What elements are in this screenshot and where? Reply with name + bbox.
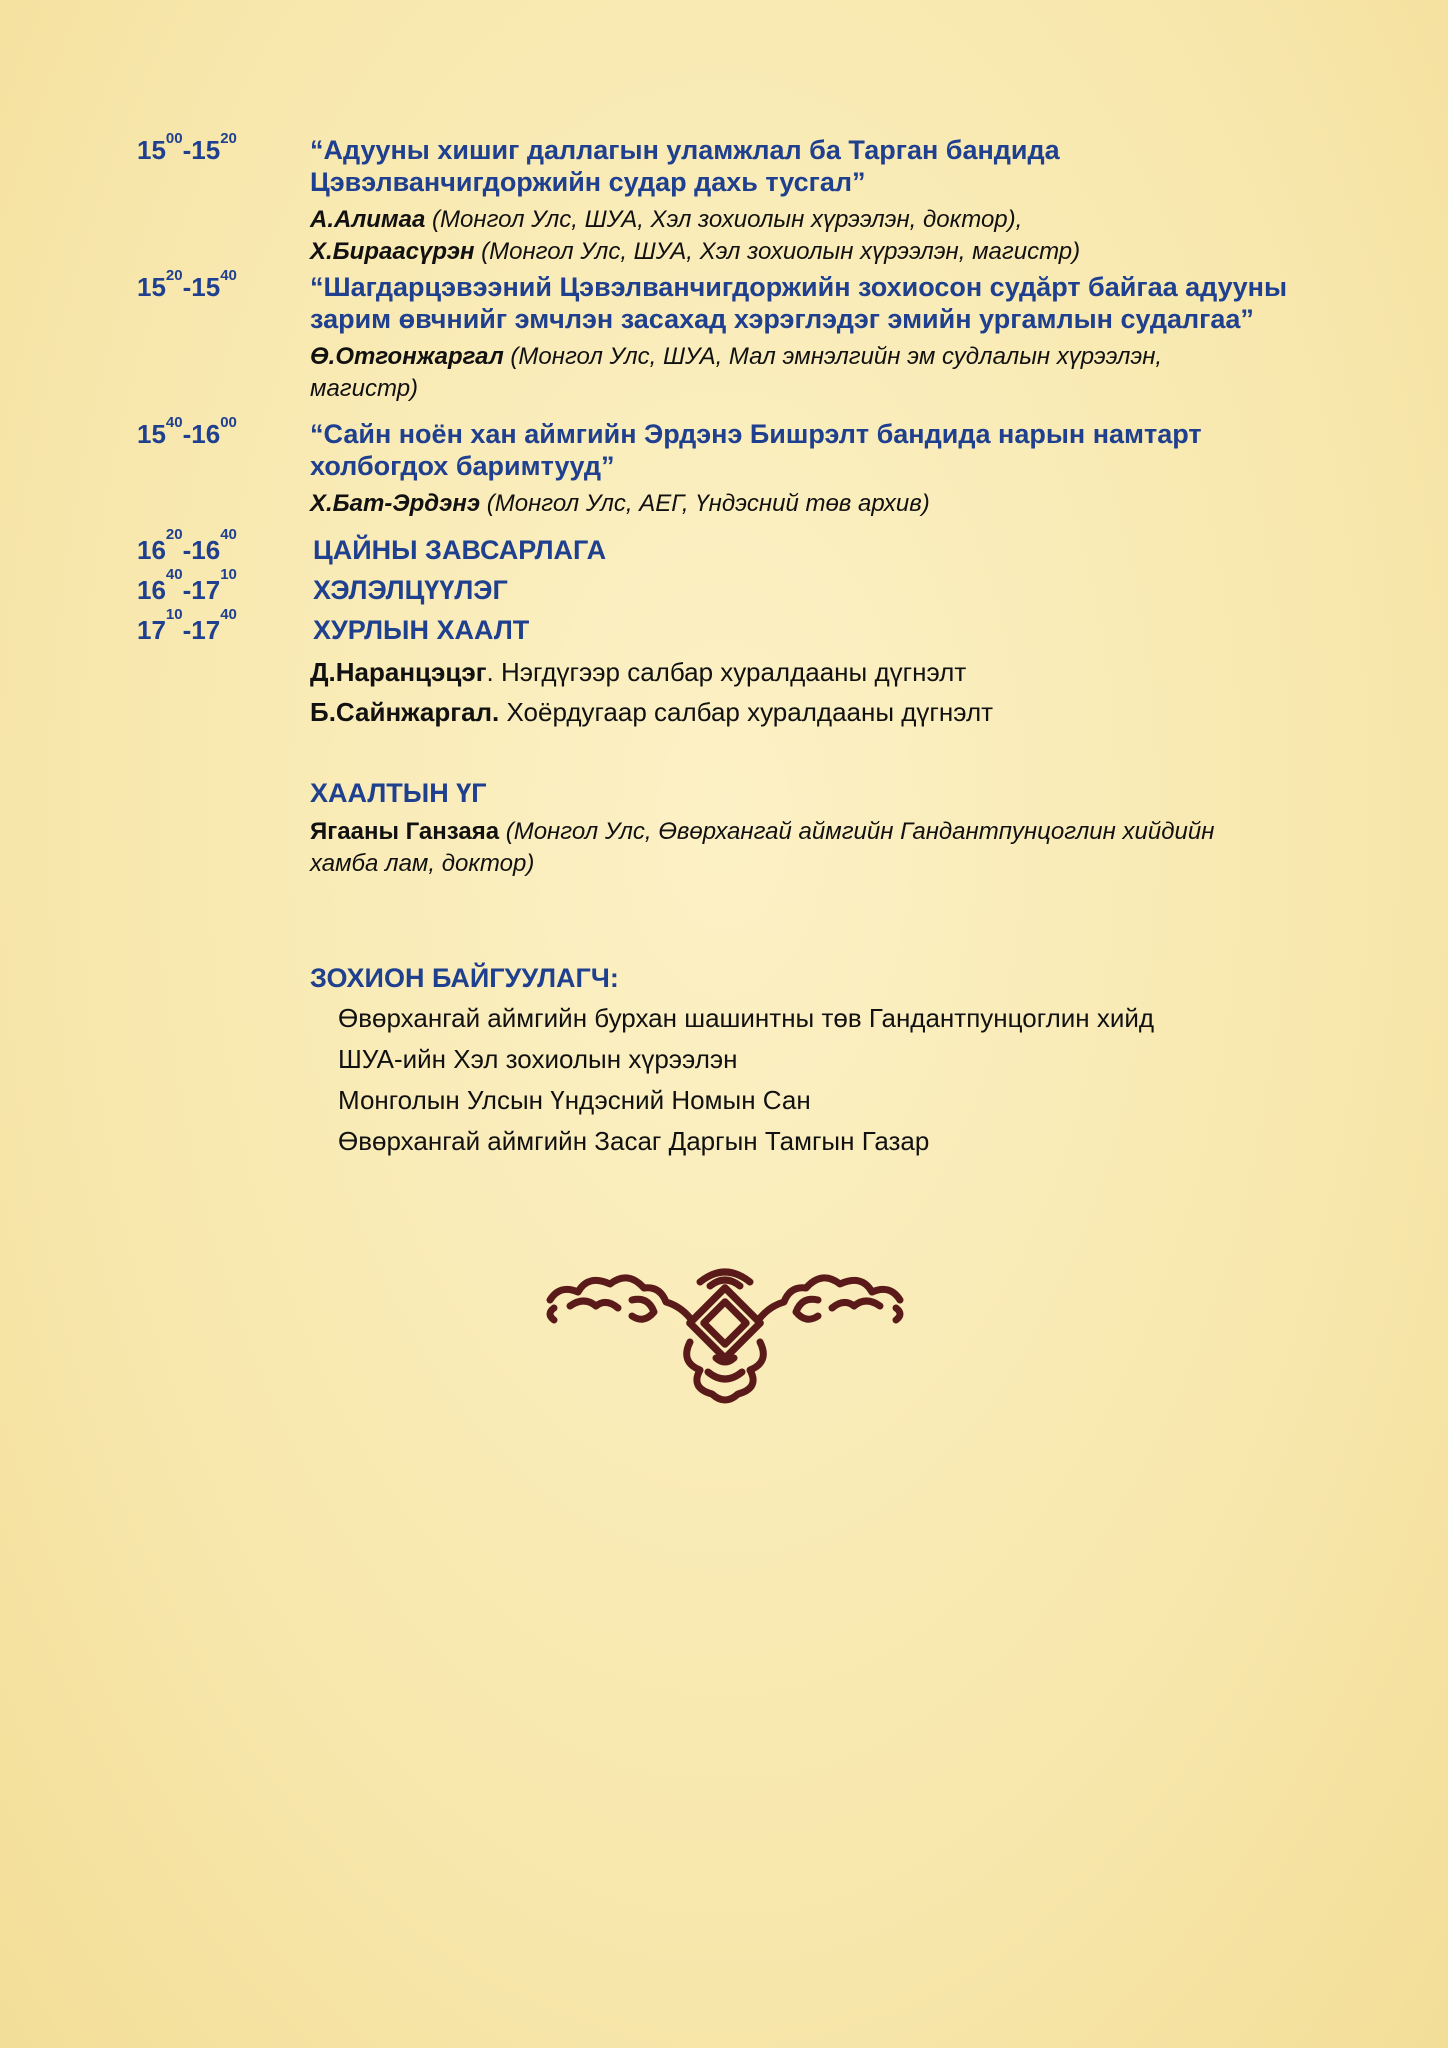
speaker-line: Ө.Отгонжаргал (Монгол Улс, ШУА, Мал эмнэлгийн эм судлалын хүрээлэн, [310,343,1163,370]
organizer-item: Өвөрхангай аймгийн Засаг Даргын Тамгын Газар [338,1126,930,1156]
talk-title-line-2: холбогдох баримтууд” [310,451,615,481]
talk-title-line-2: Цэвэлванчигдоржийн судар дахь тусгал” [310,167,866,197]
talk-title-line-2: зарим өвчнийг эмчлэн засахад хэрэглэдэг эмийн ургамлын судалгаа” [310,304,1254,334]
session-content [313,570,1353,610]
endless-knot-cloud-ornament-icon [540,1262,910,1412]
summary-line: Б.Сайнжаргал. Хоёрдугаар салбар хуралдааны дүгнэлт [310,697,994,727]
organizer-item: Өвөрхангай аймгийн бурхан шашинтны төв Гандантпунцоглин хийд [338,1003,1155,1033]
speaker-line: Х.Бат-Эрдэнэ (Монгол Улс, АЕГ, Үндэсний төв архив) [310,490,930,517]
session-content [313,610,1353,650]
time-range: $15^{40}-16^{00}$ [137,414,237,449]
session-title: ХЭЛЭЛЦҮҮЛЭГ [313,575,508,605]
closing-word-speaker: Ягааны Ганзаяа (Монгол Улс, Өвөрхангай аймгийн Гандантпунцоглин хийдийн хамба лам, доктор) [310,818,1215,877]
time-range: $17^{10}-17^{40}$ [137,606,237,645]
talk-title-line-1: “Адууны хишиг даллагын уламжлал ба Тарган бандида [310,135,1060,165]
time-range: $16^{40}-17^{10}$ [137,566,237,605]
closing-word-heading: ХААЛТЫН ҮГ [310,778,487,808]
summary-line: Д.Наранцэцэг. Нэгдүгээр салбар хуралдааны дүгнэлт [310,657,967,687]
summary-list [310,652,1350,732]
organizers-heading: ЗОХИОН БАЙГУУЛАГЧ: [310,963,619,993]
talk-title-line-1: “Шагдарцэвээний Цэвэлванчигдоржийн зохиосон судӑрт байгаа адууны [310,272,1288,302]
time-range: $16^{20}-16^{40}$ [137,526,237,565]
program-item-content [310,134,1350,268]
program-item-content [310,418,1350,520]
program-item-content [310,271,1350,405]
speaker-line: магистр) [310,375,419,402]
talk-title-line-1: “Сайн ноён хан аймгийн Эрдэнэ Бишрэлт бандида нарын намтарт [310,419,1202,449]
speaker-line: А.Алимаа (Монгол Улс, ШУА, Хэл зохиолын хүрээлэн, доктор), [310,206,1023,233]
session-title: ХУРЛЫН ХААЛТ [313,615,530,645]
session-content [313,530,1353,570]
speaker-line: Х.Бираасүрэн (Монгол Улс, ШУА, Хэл зохиолын хүрээлэн, магистр) [310,238,1081,265]
organizer-item: ШУА-ийн Хэл зохиолын хүрээлэн [338,1044,738,1074]
organizer-item: Монголын Улсын Үндэсний Номын Сан [338,1085,811,1115]
time-range: $15^{00}-15^{20}$ [137,130,237,165]
organizers-list [338,998,1154,1162]
time-range: $15^{20}-15^{40}$ [137,267,237,302]
session-title: ЦАЙНЫ ЗАВСАРЛАГА [313,535,607,565]
